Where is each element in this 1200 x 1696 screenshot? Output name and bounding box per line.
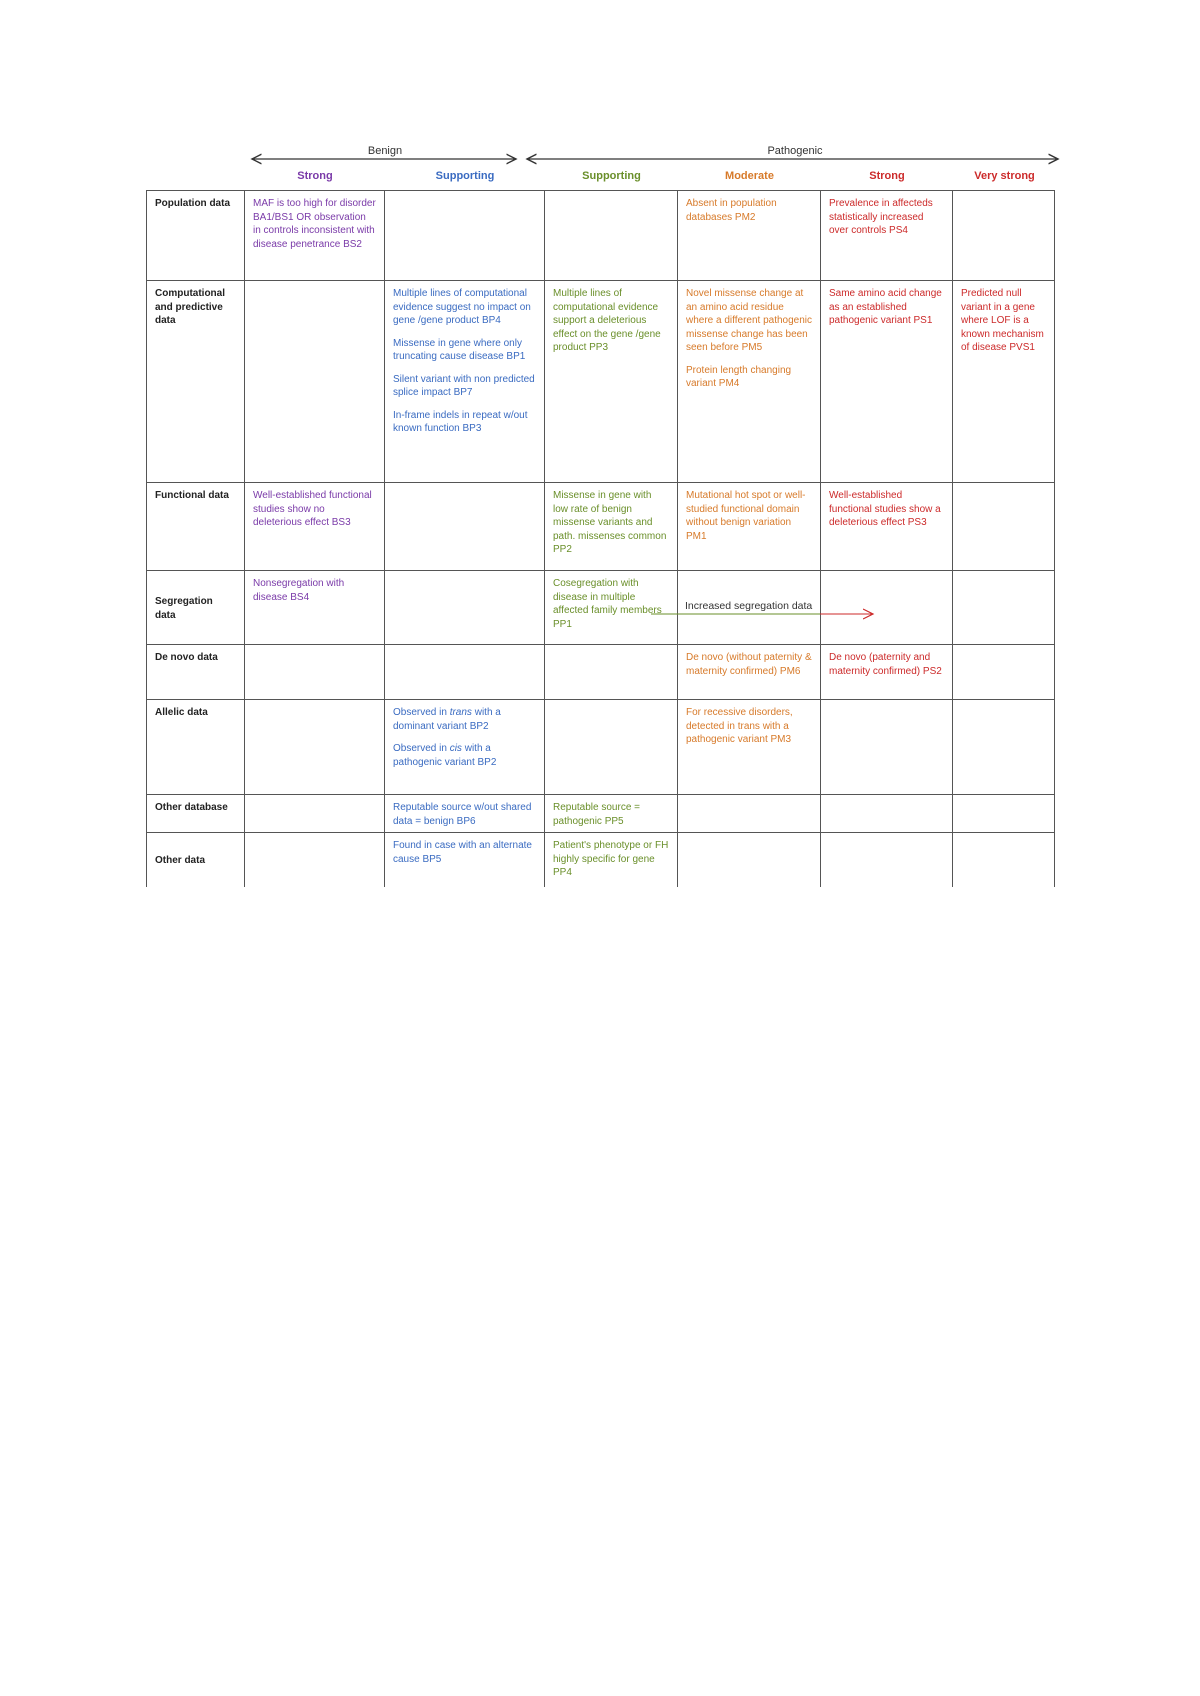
criterion-bp2-trans: Observed in trans with a dominant variant BP2: [393, 707, 501, 732]
row-segregation: [147, 571, 1055, 645]
cell-empty: [953, 700, 1055, 795]
row-label: Population data: [147, 191, 245, 281]
cell-empty: [953, 483, 1055, 571]
criterion-pm5: Novel missense change at an amino acid residue where a different pathogenic missense change has been seen before PM5: [686, 288, 813, 353]
pathogenic-label: Pathogenic: [767, 145, 823, 157]
cell-empty: [953, 645, 1055, 700]
col-benign-supporting: Supporting: [435, 170, 495, 182]
row-population: [147, 191, 1055, 281]
cell-path-moderate: [678, 281, 821, 483]
cell-empty: [245, 645, 385, 700]
cell-empty: [821, 700, 953, 795]
row-allelic: [147, 700, 1055, 795]
cell-empty: [953, 795, 1055, 833]
cell-benign-supporting: Found in case with an alternate cause BP5: [385, 833, 545, 887]
cell-empty: [953, 191, 1055, 281]
cell-benign-strong: Well-established functional studies show no deleterious effect BS3: [245, 483, 385, 571]
cell-path-supporting: Multiple lines of computational evidence support a deleterious effect on the gene /gene product PP3: [545, 281, 678, 483]
row-label: Segregation data: [147, 571, 245, 645]
cell-empty: [678, 833, 821, 887]
row-denovo: [147, 645, 1055, 700]
col-path-very-strong: Very strong: [974, 170, 1035, 182]
cell-benign-strong: MAF is too high for disorder BA1/BS1 OR observation in controls inconsistent with disease penetrance BS2: [245, 191, 385, 281]
row-label: De novo data: [147, 645, 245, 700]
cell-empty: [953, 833, 1055, 887]
cell-path-supporting: Missense in gene with low rate of benign missense variants and path. missenses common PP2: [545, 483, 678, 571]
col-path-moderate: Moderate: [725, 170, 774, 182]
cell-empty: [385, 645, 545, 700]
row-functional: [147, 483, 1055, 571]
cell-benign-supporting: Reputable source w/out shared data = benign BP6: [385, 795, 545, 833]
increased-segregation-label: Increased segregation data: [685, 600, 813, 612]
cell-empty: [545, 645, 678, 700]
criterion-bp1: Missense in gene where only truncating cause disease BP1: [393, 337, 526, 362]
cell-empty: [245, 795, 385, 833]
cell-empty: [545, 191, 678, 281]
cell-empty: [245, 700, 385, 795]
row-label: Functional data: [147, 483, 245, 571]
cell-path-moderate: For recessive disorders, detected in trans with a pathogenic variant PM3: [678, 700, 821, 795]
cell-path-strong: Prevalence in affecteds statistically increased over controls PS4: [821, 191, 953, 281]
row-label: Computational and predictive data: [147, 281, 245, 483]
col-benign-strong: Strong: [297, 170, 333, 182]
row-label: Allelic data: [147, 700, 245, 795]
col-path-supporting: Supporting: [582, 170, 641, 182]
cell-path-strong: Same amino acid change as an established pathogenic variant PS1: [821, 281, 953, 483]
criterion-bp7: Silent variant with non predicted splice impact BP7: [393, 373, 535, 398]
cell-empty: [821, 571, 953, 645]
row-computational: [147, 281, 1055, 483]
acmg-criteria-table: [146, 190, 1055, 887]
cell-path-very-strong: Predicted null variant in a gene where LOF is a known mechanism of disease PVS1: [953, 281, 1055, 483]
cell-empty: [245, 833, 385, 887]
cell-path-moderate: De novo (without paternity & maternity confirmed) PM6: [678, 645, 821, 700]
cell-empty: [245, 281, 385, 483]
col-path-strong: Strong: [869, 170, 905, 182]
cell-path-strong: Well-established functional studies show a deleterious effect PS3: [821, 483, 953, 571]
cell-path-moderate: Mutational hot spot or well-studied functional domain without benign variation PM1: [678, 483, 821, 571]
cell-empty: [821, 795, 953, 833]
cell-benign-strong: Nonsegregation with disease BS4: [245, 571, 385, 645]
cell-empty: [385, 483, 545, 571]
criterion-bp3: In-frame indels in repeat w/out known function BP3: [393, 409, 528, 434]
cell-benign-supporting: [385, 281, 545, 483]
cell-path-strong: De novo (paternity and maternity confirmed) PS2: [821, 645, 953, 700]
cell-empty: [678, 795, 821, 833]
cell-empty: [821, 833, 953, 887]
cell-path-moderate: Absent in population databases PM2: [678, 191, 821, 281]
criterion-bp2-cis: Observed in cis with a pathogenic variant BP2: [393, 743, 497, 768]
cell-path-supporting: Cosegregation with disease in multiple affected family members PP1: [545, 571, 678, 645]
cell-empty: [385, 191, 545, 281]
row-other-data: [147, 833, 1055, 887]
cell-path-supporting: Reputable source = pathogenic PP5: [545, 795, 678, 833]
cell-empty: [385, 571, 545, 645]
row-other-database: [147, 795, 1055, 833]
cell-path-supporting: Patient's phenotype or FH highly specific for gene PP4: [545, 833, 678, 887]
criterion-pm4: Protein length changing variant PM4: [686, 364, 792, 389]
benign-label: Benign: [367, 145, 403, 157]
cell-benign-supporting: [385, 700, 545, 795]
row-label: Other database: [147, 795, 245, 833]
criterion-bp4: Multiple lines of computational evidence suggest no impact on gene /gene product BP4: [393, 288, 531, 326]
cell-empty: [545, 700, 678, 795]
cell-empty: [953, 571, 1055, 645]
row-label: Other data: [147, 833, 245, 887]
